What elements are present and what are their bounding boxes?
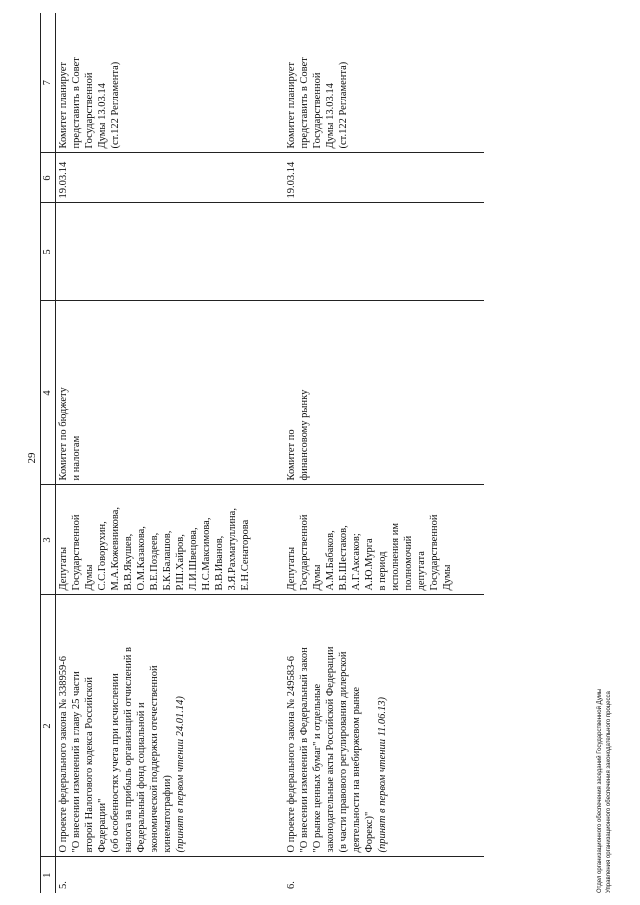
table-row [56,13,284,893]
footer-note [596,393,614,893]
responsible-committee: Комитет по финансовому рынку [284,301,484,485]
column-number: 7 [41,13,56,153]
column-number: 6 [41,153,56,203]
date-cell: 19.03.14 [284,153,484,203]
rotated-sheet [40,13,620,893]
column-5-cell [56,203,284,301]
status-cell: Комитет планирует представить в Совет Государственной Думы 13.03.14 (ст.122 Регламента) [56,13,284,153]
footer-line: Отдел организационного обеспечения заседаний Государственной Думы [597,688,603,893]
column-number: 3 [41,485,56,595]
column-number: 1 [41,857,56,893]
bill-authors: Депутаты Государственной Думы С.С.Говорухин, М.А.Кожевникова, В.В.Якушев, О.М.Казакова, В.Е.Поздеев, Б.К.Балашов, Р.Ш.Хайров, Л.И.Швецова, Н.С.Максимова, В.В.Иванов, З.Я.Рахматуллина, Е.Н.Сенаторова [56,485,284,595]
row-number: 5. [58,881,69,889]
column-number: 5 [41,203,56,301]
bill-description [56,595,284,857]
bill-description [284,595,484,857]
date-cell: 19.03.14 [56,153,284,203]
bill-title: О проекте федерального закона № 249583-6 "О внесении изменений в Федеральный закон "О рынке ценных бумаг" и отдельные законодательные акты Российской Федерации (в части правового регулирования дилерской деятельности на внебиржевом рынке Форекс)" [285,646,375,853]
responsible-committee: Комитет по бюджету и налогам [56,301,284,485]
bills-table [40,13,484,893]
table-row [284,13,484,893]
bill-authors: Депутаты Государственной Думы А.М.Бабаков, В.Б.Шестаков, А.Г.Аксаков; А.Ю.Мурга в период исполнения им полномочий депутата Государственной Думы [284,485,484,595]
reading-note: (принят в первом чтении 24.01.14) [175,696,186,853]
bill-title: О проекте федерального закона № 338959-6 "О внесении изменений в главу 25 части второй Налогового кодекса Российской Федерации" (об особенностях учета при исчислении налога на прибыль организаций отчислений в Федеральный фонд социальной и экономической поддержки отечественной кинематографии) [58,647,173,853]
page-number: 29 [26,452,38,464]
reading-note: (принят в первом чтении 11.06.13) [376,696,388,853]
column-number-row [41,13,56,893]
row-number: 6. [285,881,297,889]
column-5-cell [284,203,484,301]
column-number: 2 [41,595,56,857]
status-cell: Комитет планирует представить в Совет Государственной Думы 13.03.14 (ст.122 Регламента) [284,13,484,153]
footer-line: Управления организационного обеспечения законодательного процесса [606,691,612,893]
column-number: 4 [41,301,56,485]
